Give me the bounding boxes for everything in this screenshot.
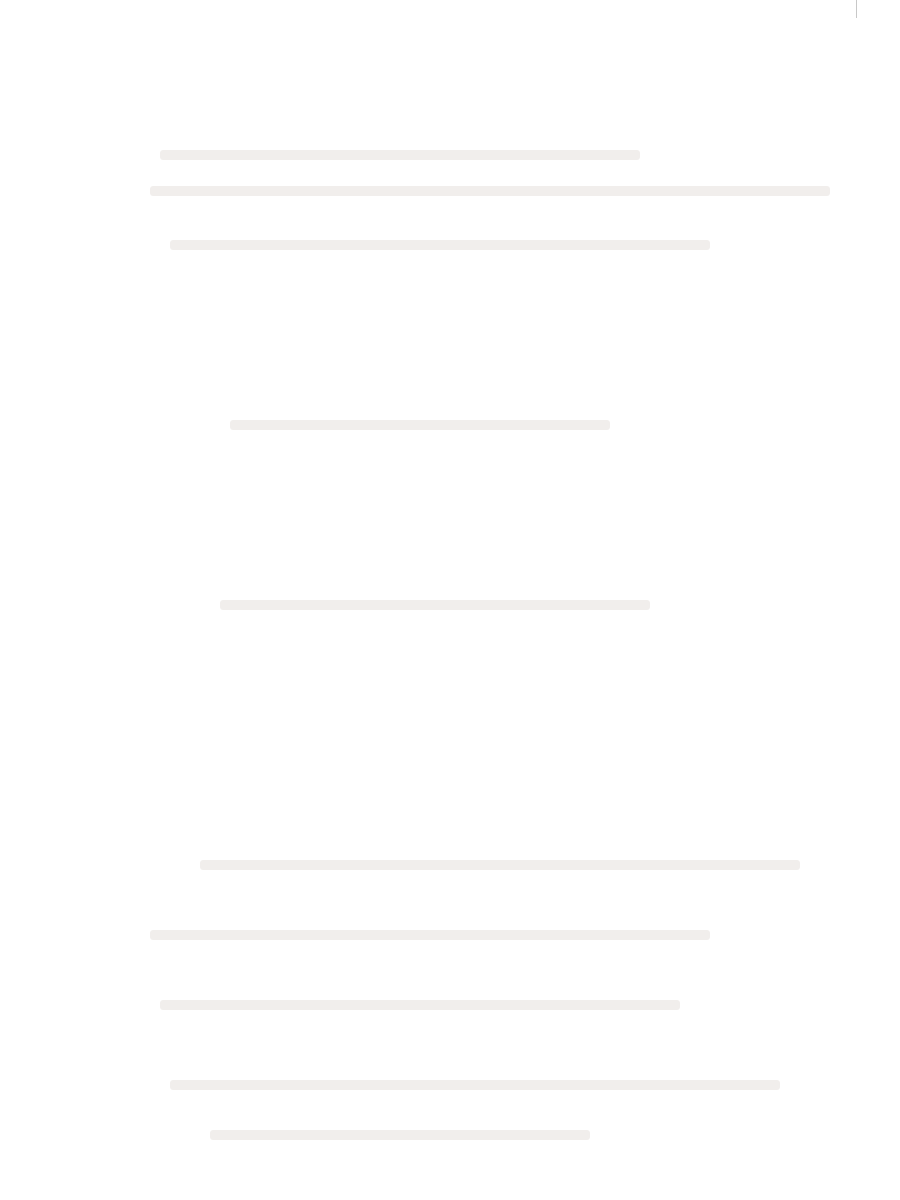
- toc-page: [146, 30, 828, 92]
- ghost-line: [160, 150, 640, 160]
- ghost-line: [150, 186, 830, 196]
- ghost-line: [160, 1000, 680, 1010]
- page-edge: [856, 0, 857, 18]
- running-head: [144, 30, 828, 64]
- ghost-line: [200, 860, 800, 870]
- ghost-line: [170, 240, 710, 250]
- ghost-line: [230, 420, 610, 430]
- ghost-line: [150, 930, 710, 940]
- ghost-line: [170, 1080, 780, 1090]
- ghost-line: [210, 1130, 590, 1140]
- ghost-line: [220, 600, 650, 610]
